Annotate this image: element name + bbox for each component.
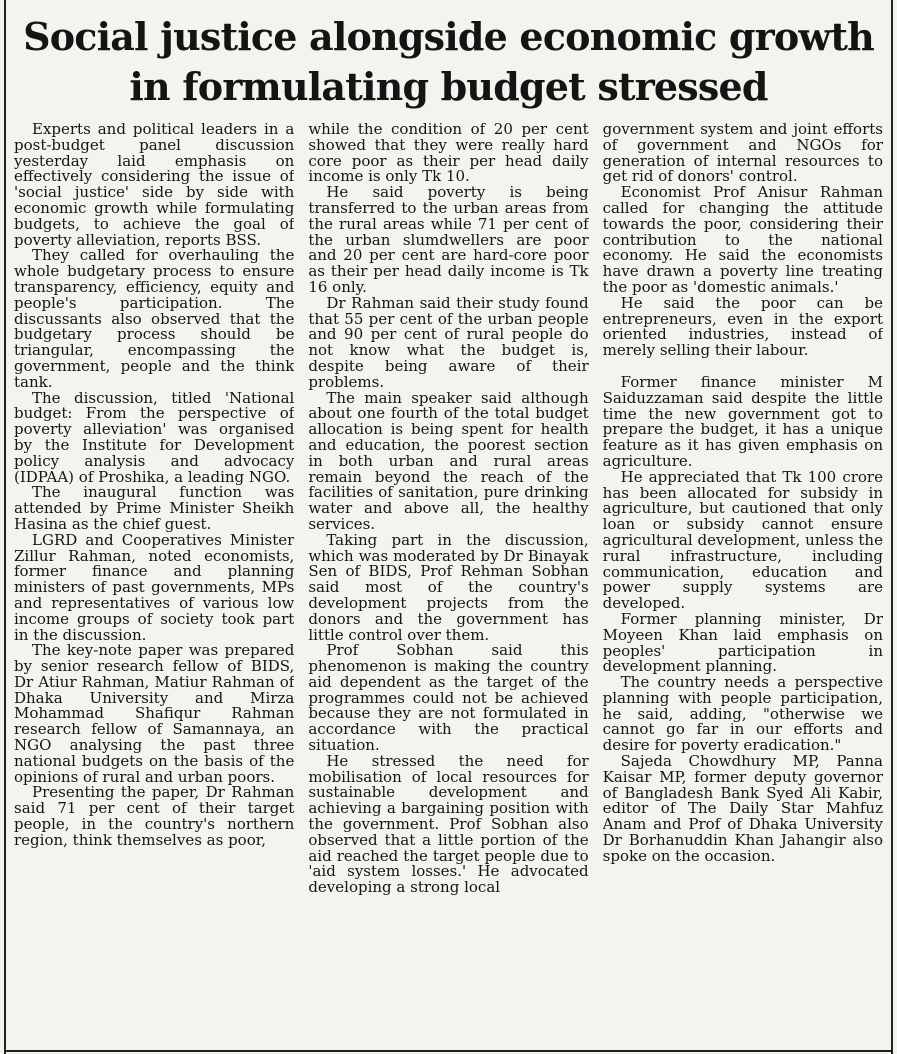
article-body (14, 122, 883, 1046)
paragraph: Dr Rahman said their study found that 55 per cent of the urban people and 90 per cent of rural people do not know what the budget is, despite being aware of their problems. (308, 293, 589, 391)
paragraph: He said poverty is being transferred to the urban areas from the rural areas while 71 per cent of the urban slumdwellers are poor and 20 per cent are hard-core poor as their per head daily income is Tk 16 only. (308, 183, 589, 296)
paragraph: while the condition of 20 per cent showed that they were really hard core poor as their per head daily income is only Tk 10. (308, 122, 589, 186)
article-column-3 (603, 122, 883, 1046)
headline (6, 0, 891, 112)
bottom-border-rule (4, 1050, 893, 1052)
paragraph: They called for overhauling the whole budgetary process to ensure transparency, efficiency, equity and people's participation. The discussants also observed that the budgetary process should be triangular, encompassing the government, people and the think tank. (14, 246, 295, 391)
paragraph: Sajeda Chowdhury MP, Panna Kaisar MP, former deputy governor of Bangladesh Bank Syed Ali Kabir, editor of The Daily Star Mahfuz Anam and Prof of Dhaka University Dr Borhanuddin Khan Jahangir also spoke on the occasion. (602, 752, 883, 865)
paragraph: The key-note paper was prepared by senior research fellow of BIDS, Dr Atiur Rahman, Matiur Rahman of Dhaka University and Mirza Mohammad Shafiqur Rahman research fellow of Samannaya, an NGO analysing the past three national budgets on the basis of the opinions of rural and urban poors. (14, 641, 295, 786)
paragraph: He appreciated that Tk 100 crore has been allocated for subsidy in agriculture, but cautioned that only loan or subsidy cannot ensure agricultural development, unless the rural infrastructure, including communication, education and power supply systems are developed. (602, 467, 883, 613)
paragraph: government system and joint efforts of government and NGOs for generation of internal resources to get rid of donors' control. (602, 122, 883, 186)
right-border-rule (891, 0, 893, 1054)
paragraph: Taking part in the discussion, which was moderated by Dr Binayak Sen of BIDS, Prof Rehman Sobhan said most of the country's development projects from the donors and the government has little control over them. (308, 530, 589, 644)
headline-line-1: Social justice alongside economic growth (23, 14, 874, 59)
paragraph: The main speaker said although about one fourth of the total budget allocation is being spent for health and education, the poorest section in both urban and rural areas remain beyond the reach of the facilities of sanitation, pure drinking water and above all, the healthy services. (308, 388, 589, 533)
paragraph: The country needs a perspective planning with people participation, he said, adding, "otherwise we cannot go far in our efforts and desire for poverty eradication." (602, 673, 883, 755)
paragraph: Former planning minister, Dr Moyeen Khan laid emphasis on peoples' participation in development planning. (602, 609, 883, 676)
paragraph: The discussion, titled 'National budget: From the perspective of poverty alleviation' was organised by the Institute for Development policy analysis and advocacy (IDPAA) of Proshika, a leading NGO. (14, 388, 295, 486)
paragraph: Experts and political leaders in a post-budget panel discussion yesterday laid emphasis on effectively considering the issue of 'social justice' side by side with economic growth while formulating budgets, to achieve the goal of poverty alleviation, reports BSS. (14, 122, 295, 249)
paragraph: Former finance minister M Saiduzzaman said despite the little time the new government got to prepare the budget, it has a unique feature as it has given emphasis on agriculture. (602, 372, 883, 470)
paragraph: Presenting the paper, Dr Rahman said 71 per cent of their target people, in the country's northern region, think themselves as poor, (14, 783, 295, 849)
paragraph: The inaugural function was attended by Prime Minister Sheikh Hasina as the chief guest. (14, 483, 295, 533)
article-column-1 (14, 122, 294, 1046)
paragraph: He stressed the need for mobilisation of local resources for sustainable development and achieving a bargaining position with the government. Prof Sobhan also observed that a little portion of the aid reached the target people due to 'aid system losses.' He advocated developing a strong local (308, 751, 589, 897)
left-border-rule (4, 0, 6, 1054)
paragraph: LGRD and Cooperatives Minister Zillur Rahman, noted economists, former finance and planning ministers of past governments, MPs and representatives of various low income groups of society took part in the discussion. (14, 530, 295, 644)
paragraph: Economist Prof Anisur Rahman called for changing the attitude towards the poor, considering their contribution to the national economy. He said the economists have drawn a poverty line treating the poor as 'domestic animals.' (602, 183, 883, 296)
article-column-2 (308, 122, 588, 1046)
headline-line-2: in formulating budget stressed (129, 64, 768, 109)
paragraph: Prof Sobhan said this phenomenon is making the country aid dependent as the target of the programmes could not be achieved because they are not formulated in accordance with the practical situation. (308, 641, 589, 755)
paragraph: He said the poor can be entrepreneurs, even in the export oriented industries, instead of merely selling their labour. (602, 293, 883, 360)
